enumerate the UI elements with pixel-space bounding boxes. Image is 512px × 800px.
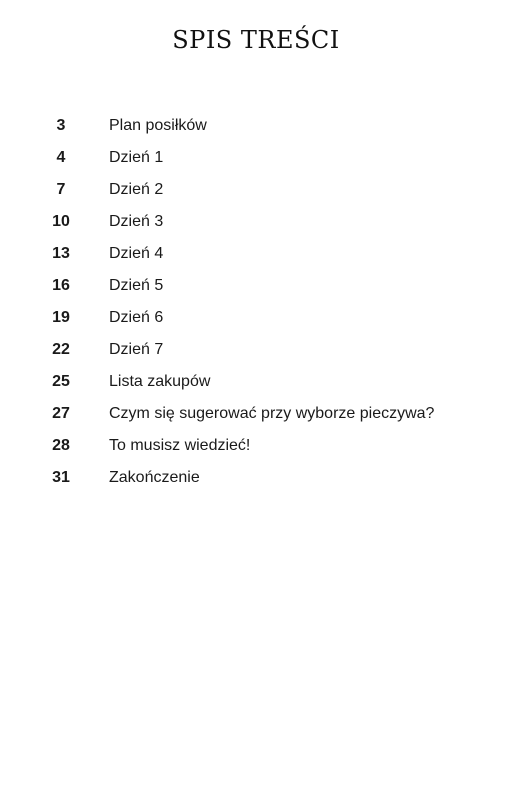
- page-title: SPIS TREŚCI: [172, 26, 340, 54]
- toc-entry[interactable]: [0, 334, 512, 366]
- toc-entry[interactable]: [0, 174, 512, 206]
- toc-entry-label: Czym się sugerować przy wyborze pieczywa?: [109, 405, 435, 422]
- toc-entry-label: Dzień 7: [109, 341, 164, 358]
- toc-entry-label: Dzień 5: [109, 277, 164, 294]
- toc-page-number: 25: [52, 373, 70, 390]
- toc-page-number: 10: [52, 213, 70, 230]
- toc-page-number: 3: [56, 117, 66, 134]
- toc-entry[interactable]: [0, 302, 512, 334]
- toc-page-number: 13: [52, 245, 70, 262]
- toc-page-number: 31: [52, 469, 70, 486]
- toc-page-number: 22: [52, 341, 70, 358]
- toc-entry[interactable]: [0, 462, 512, 494]
- toc-entry[interactable]: [0, 366, 512, 398]
- toc-entry-label: Dzień 1: [109, 149, 164, 166]
- toc-entry-label: Zakończenie: [109, 469, 200, 486]
- toc-entry[interactable]: [0, 238, 512, 270]
- toc-page-number: 27: [52, 405, 70, 422]
- toc-page-number: 28: [52, 437, 70, 454]
- toc-entry[interactable]: [0, 142, 512, 174]
- toc-entry-label: Dzień 3: [109, 213, 164, 230]
- toc-page-number: 7: [56, 181, 66, 198]
- toc-entry-label: To musisz wiedzieć!: [109, 437, 251, 454]
- toc-page-number: 19: [52, 309, 70, 326]
- toc-entry-label: Dzień 4: [109, 245, 164, 262]
- toc-entry-label: Plan posiłków: [109, 117, 207, 134]
- toc-entry[interactable]: [0, 270, 512, 302]
- toc-entry-label: Lista zakupów: [109, 373, 211, 390]
- toc-page-number: 4: [56, 149, 66, 166]
- toc-entry-label: Dzień 6: [109, 309, 164, 326]
- toc-entry[interactable]: [0, 430, 512, 462]
- toc-page-number: 16: [52, 277, 70, 294]
- table-of-contents: [0, 110, 512, 494]
- toc-entry[interactable]: [0, 206, 512, 238]
- toc-entry[interactable]: [0, 398, 512, 430]
- toc-entry-label: Dzień 2: [109, 181, 164, 198]
- toc-entry[interactable]: [0, 110, 512, 142]
